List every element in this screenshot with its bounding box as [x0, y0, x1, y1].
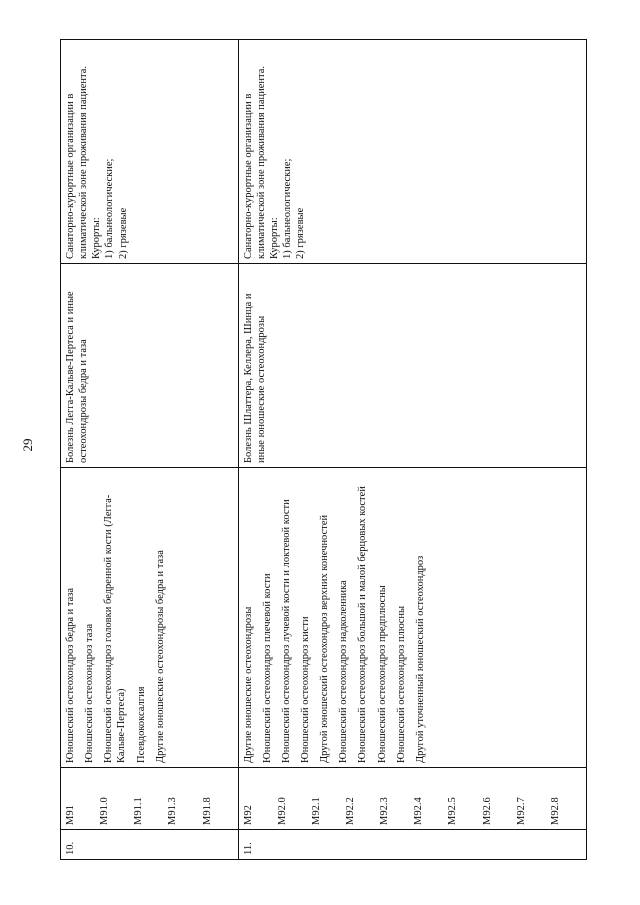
recommendation-line: Курорты:: [91, 217, 103, 259]
recommendation-line: 1) бальнеологические;: [282, 158, 293, 259]
recommendation-line: 2) грязевые: [117, 207, 129, 259]
disease-name: Другие юношеские остеохондрозы: [242, 606, 254, 763]
disease-name: Другие юношеские остеохондрозы бедра и таза: [154, 550, 166, 763]
table-row: [61, 40, 239, 860]
icd-code: M91.0: [99, 797, 111, 825]
disease-name: Юношеский остеохондроз бедра и таза: [65, 587, 76, 763]
icd-code-cell: [238, 768, 586, 830]
disease-name: Юношеский остеохондроз головки бедренной кости (Легга-Кальве-Пертеса): [103, 494, 128, 763]
icd-code: M92.7: [515, 797, 527, 825]
description-cell: Болезнь Легга-Кальве-Пертеса и иные остеохондрозы бедра и таза: [61, 264, 239, 468]
recommendation-line: Курорты:: [268, 217, 280, 259]
recommendation-line: Санаторно-курортные организации в климатической зоне проживания пациента.: [242, 66, 267, 259]
disease-name: Юношеский остеохондроз большой и малой берцовых костей: [357, 486, 369, 763]
icd-code: M92.3: [379, 797, 391, 825]
disease-name: Юношеский остеохондроз плюсны: [395, 605, 407, 763]
disease-name: Юношеский остеохондроз кисти: [300, 616, 311, 763]
icd-code: M91.3: [167, 797, 179, 825]
disease-name: Юношеский остеохондроз таза: [84, 623, 96, 763]
disease-name: Юношеский остеохондроз плечевой кости: [261, 573, 273, 763]
icd-code-cell: [61, 768, 239, 830]
icd-code: M92.2: [345, 797, 356, 825]
disease-name: Юношеский остеохондроз надколенника: [338, 580, 350, 763]
recommendation-cell: [61, 40, 239, 264]
row-number: 11.: [238, 830, 586, 860]
icd-code: M92.5: [447, 797, 459, 825]
disease-name-cell: [61, 468, 239, 768]
icd-code: M92.8: [549, 797, 561, 825]
rotated-table-container: [60, 40, 561, 860]
row-number: 10.: [61, 830, 239, 860]
icd-code: M92: [242, 805, 254, 825]
recommendation-cell: [238, 40, 586, 264]
icd-code: M92.4: [413, 797, 425, 825]
disease-name: Другой юношеский остеохондроз верхних конечностей: [319, 514, 331, 763]
disease-name: Другой уточненный юношеский остеохондроз: [414, 555, 426, 763]
disease-name: Псевдококсалгия: [135, 686, 147, 763]
icd-code: M92.1: [310, 797, 322, 825]
icd-code: M91.8: [201, 797, 213, 825]
page-number: 29: [20, 438, 35, 452]
disease-name: Юношеский остеохондроз предплюсны: [376, 585, 388, 763]
recommendation-line: 1) бальнеологические;: [104, 158, 116, 259]
icd-code: M92.0: [276, 797, 288, 825]
recommendation-line: 2) грязевые: [295, 207, 307, 259]
disease-name-cell: [238, 468, 586, 768]
icd-code: M91: [65, 805, 76, 825]
table-row: [238, 40, 586, 860]
classification-table: [60, 39, 587, 860]
icd-code: M91.1: [133, 797, 145, 825]
icd-code: M92.6: [481, 797, 493, 825]
disease-name: Юношеский остеохондроз лучевой кости и локтевой кости: [280, 499, 292, 763]
description-cell: Болезнь Шлаттера, Келлера, Шинца и иные юношеские остеохондрозы: [238, 264, 586, 468]
recommendation-line: Санаторно-курортные организации в климатической зоне проживания пациента.: [65, 66, 90, 259]
